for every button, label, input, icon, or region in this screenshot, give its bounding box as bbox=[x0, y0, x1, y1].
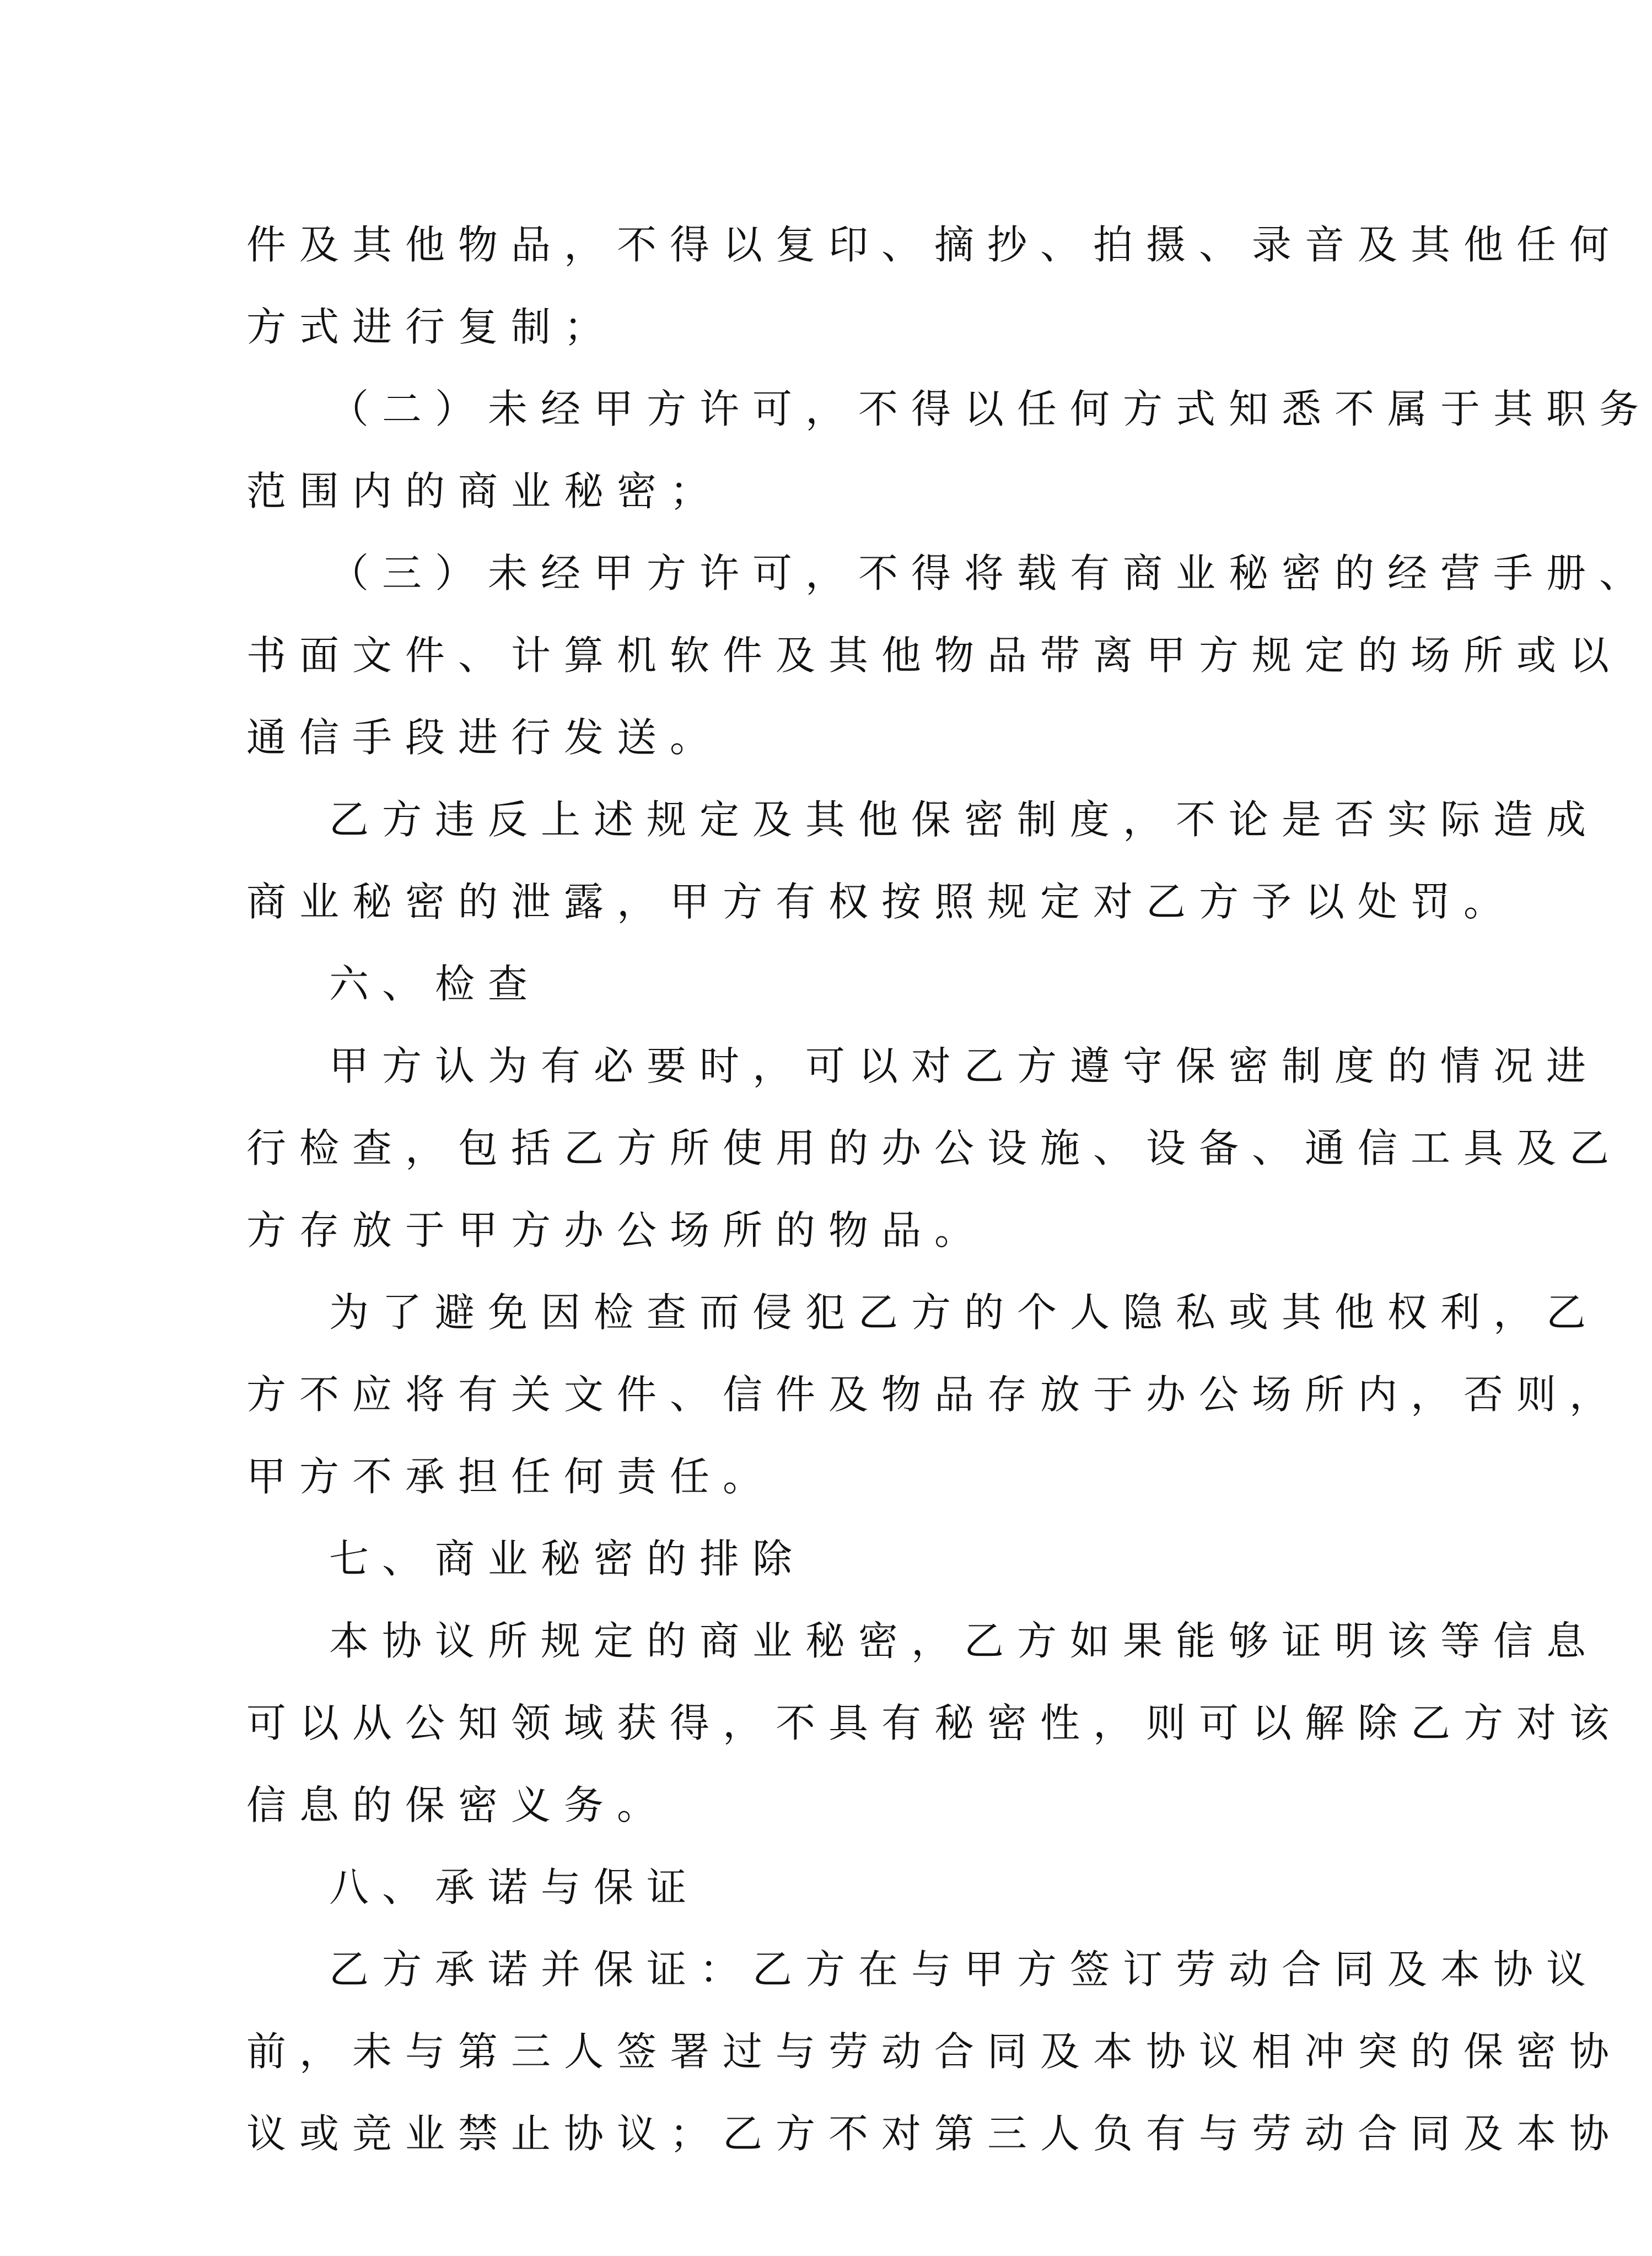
text-line: 乙方违反上述规定及其他保密制度，不论是否实际造成 bbox=[329, 796, 1600, 843]
text-line: 甲方认为有必要时，可以对乙方遵守保密制度的情况进 bbox=[329, 1043, 1600, 1089]
section-heading: 六、检查 bbox=[329, 961, 541, 1007]
text-line: 前，未与第三人签署过与劳动合同及本协议相冲突的保密协 bbox=[246, 2028, 1623, 2075]
text-line: （二）未经甲方许可，不得以任何方式知悉不属于其职务 bbox=[329, 386, 1652, 432]
text-line: 信息的保密义务。 bbox=[246, 1782, 670, 1828]
text-line: 本协议所规定的商业秘密，乙方如果能够证明该等信息 bbox=[329, 1618, 1600, 1664]
text-line: 可以从公知领域获得，不具有秘密性，则可以解除乙方对该 bbox=[246, 1700, 1623, 1746]
text-line: 通信手段进行发送。 bbox=[246, 714, 723, 761]
text-line: 件及其他物品，不得以复印、摘抄、拍摄、录音及其他任何 bbox=[246, 222, 1623, 268]
section-heading: 八、承诺与保证 bbox=[329, 1864, 700, 1910]
text-line: 甲方不承担任何责任。 bbox=[246, 1453, 776, 1500]
document-body bbox=[246, 204, 1652, 2175]
text-line: （三）未经甲方许可，不得将载有商业秘密的经营手册、 bbox=[329, 550, 1652, 596]
text-line: 方式进行复制； bbox=[246, 304, 617, 350]
text-line: 方存放于甲方办公场所的物品。 bbox=[246, 1207, 988, 1253]
text-line: 为了避免因检查而侵犯乙方的个人隐私或其他权利，乙 bbox=[329, 1289, 1600, 1336]
text-line: 行检查，包括乙方所使用的办公设施、设备、通信工具及乙 bbox=[246, 1125, 1623, 1171]
text-line: 书面文件、计算机软件及其他物品带离甲方规定的场所或以 bbox=[246, 632, 1623, 679]
section-heading: 七、商业秘密的排除 bbox=[329, 1536, 806, 1582]
text-line: 议或竞业禁止协议；乙方不对第三人负有与劳动合同及本协 bbox=[246, 2110, 1623, 2157]
text-line: 范围内的商业秘密； bbox=[246, 468, 723, 514]
text-line: 乙方承诺并保证：乙方在与甲方签订劳动合同及本协议 bbox=[329, 1946, 1600, 1993]
text-line: 方不应将有关文件、信件及物品存放于办公场所内，否则， bbox=[246, 1371, 1623, 1418]
text-line: 商业秘密的泄露，甲方有权按照规定对乙方予以处罚。 bbox=[246, 879, 1517, 925]
